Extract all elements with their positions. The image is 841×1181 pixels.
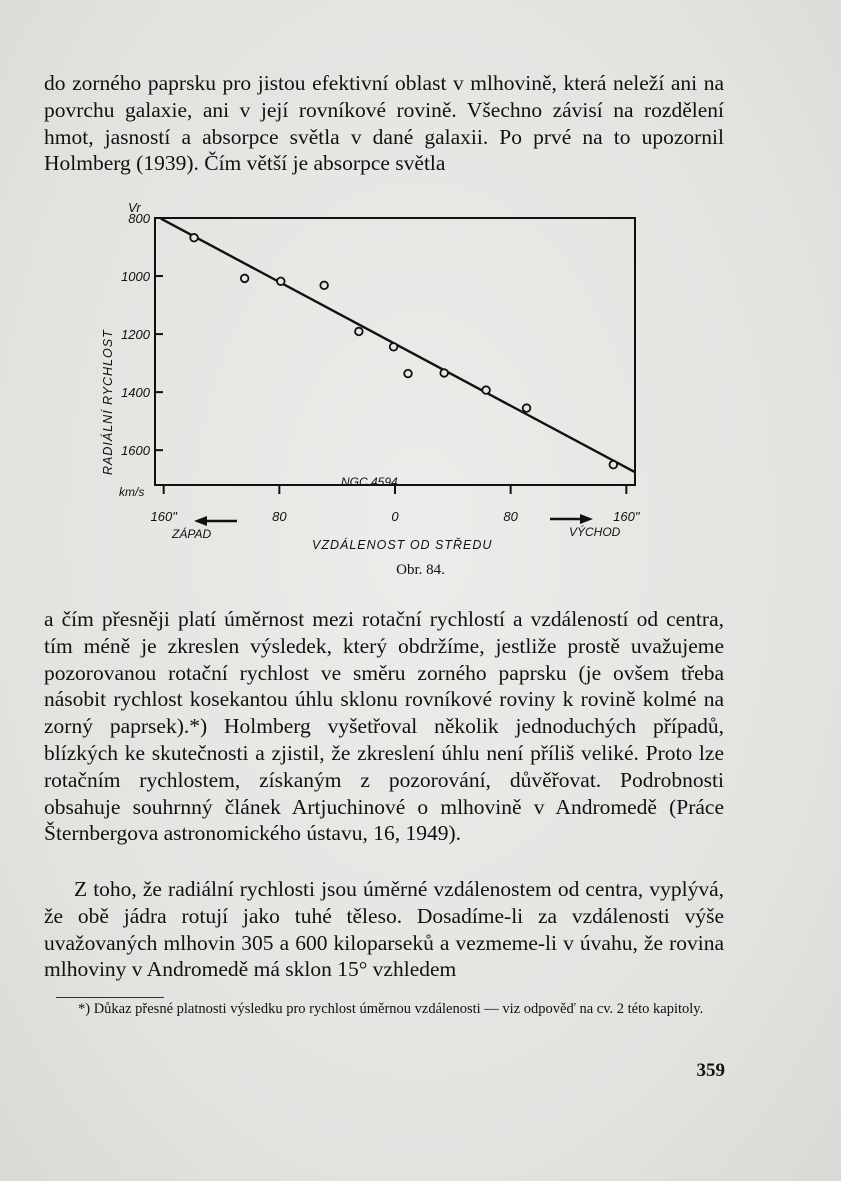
y-tick-label: 800 <box>128 211 150 226</box>
x-axis-title: VZDÁLENOST OD STŘEDU <box>312 538 493 552</box>
x-tick-label: 160" <box>613 509 640 524</box>
data-point <box>190 234 198 242</box>
y-tick-label: 1000 <box>121 269 150 285</box>
data-point <box>404 370 412 378</box>
object-label: NGC 4594 <box>341 475 398 489</box>
x-tick-label: 0 <box>391 509 399 524</box>
east-label: VÝCHOD <box>569 525 621 539</box>
y-unit-label: km/s <box>119 485 145 499</box>
figure-caption: Obr. 84. <box>396 562 445 578</box>
y-symbol-label: Vr <box>128 200 141 215</box>
paragraph-after-figure: a čím přesněji platí úměrnost mezi rotační rychlostí a vzdáleností od centra, tím méně je zkreslen výsledek, který obdržíme, jestliže prostě uvažujeme pozorovanou rotační rychlost ve směru zorného paprsku (je ovšem třeba násobit rychlost kosekantou úhlu sklonu rovníkové roviny k rovině kolmé na zorný paprsek).*) Holmberg vyšetřoval několik jednoduchých případů, blízkých ke skutečnosti a zjistil, že zkreslení úhlu není příliš veliké. Proto lze rotačním rychlostem, získaným z pozorování, důvěřovat. Podrobnosti obsahuje souhrnný článek Artjuchinové o mlhovině v Andromedě (Práce Šternbergova astronomického ústavu, 16, 1949). <box>44 607 724 846</box>
data-point <box>277 277 285 285</box>
y-tick-label: 1600 <box>121 443 150 459</box>
x-tick-label: 160" <box>150 509 177 524</box>
chart-frame <box>155 218 635 485</box>
x-tick-label: 80 <box>272 509 287 524</box>
data-point <box>482 386 490 394</box>
data-point <box>355 328 363 336</box>
y-tick-label: 1200 <box>121 327 150 343</box>
y-axis-ticks <box>121 211 163 458</box>
data-point <box>241 275 249 283</box>
west-label: ZÁPAD <box>172 527 212 541</box>
paragraph-top: do zorného paprsku pro jistou efektivní oblast v mlhovině, která neleží ani na povrchu galaxie, ani v její rovníkové rovině. Všechno závisí na rozdělení hmot, jasností a absorpce světla v dané galaxii. Po prvé na to upozornil Holmberg (1939). Čím větší je absorpce světla <box>44 71 724 176</box>
west-arrow <box>194 516 237 526</box>
footnote: *) Důkaz přesné platnosti výsledku pro rychlost úměrnou vzdálenosti — viz odpověď na cv. 2 této kapitoly. <box>78 1001 704 1017</box>
data-point <box>610 461 618 469</box>
footnote-rule <box>56 997 164 998</box>
east-arrow <box>550 514 593 524</box>
page-number: 359 <box>696 1060 725 1081</box>
y-tick-label: 1400 <box>121 385 150 401</box>
data-point <box>440 369 448 377</box>
data-point <box>320 282 328 290</box>
data-point <box>523 404 531 412</box>
y-axis-title: RADIÁLNÍ RYCHLOST <box>101 329 115 475</box>
data-point <box>390 343 398 351</box>
paragraph-second: Z toho, že radiální rychlosti jsou úměrné vzdálenostem od centra, vyplývá, že obě jádra rotují jako tuhé těleso. Dosadíme-li za vzdálenosti výše uvažovaných mlhovin 305 a 600 kiloparseků a vezmeme-li v úvahu, že rovina mlhoviny v Andromedě má sklon 15° vzhledem <box>44 877 724 982</box>
x-tick-label: 80 <box>503 509 518 524</box>
